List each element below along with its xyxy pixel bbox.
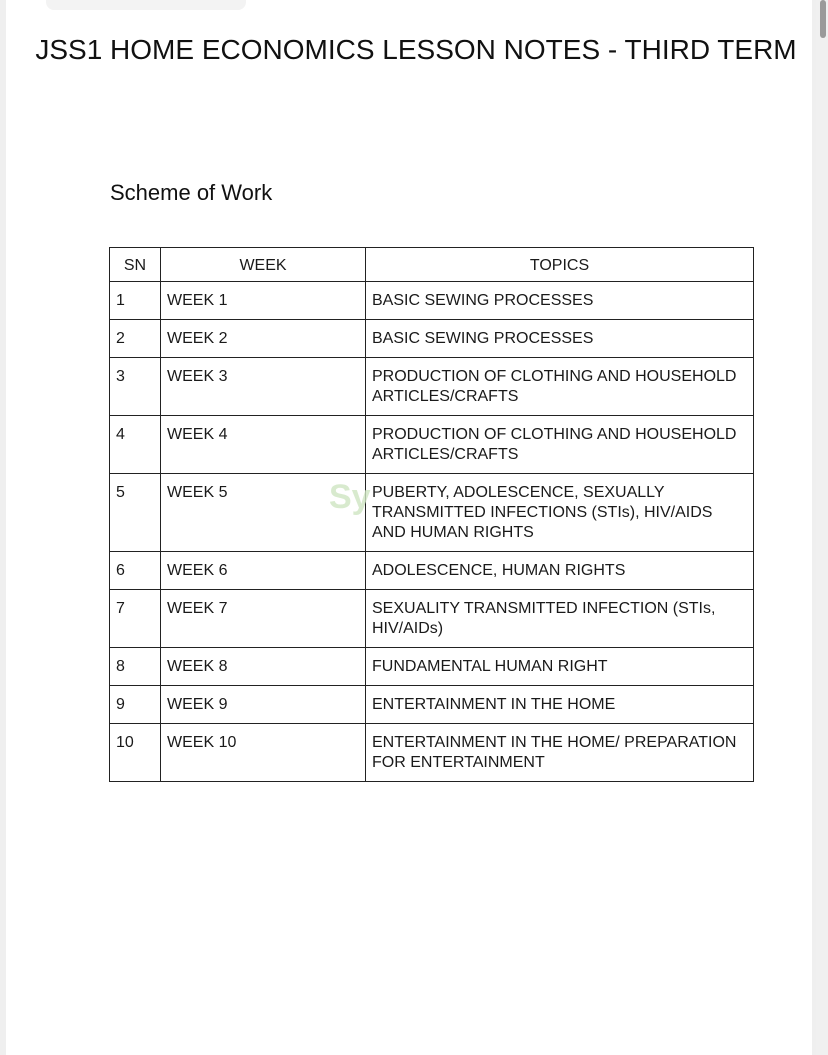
table-row xyxy=(110,320,754,358)
table-row xyxy=(110,648,754,686)
table-header-row xyxy=(110,248,754,282)
cell-sn: 7 xyxy=(110,590,161,648)
document-page xyxy=(6,0,812,1055)
cell-week: WEEK 9 xyxy=(161,686,366,724)
table-row xyxy=(110,282,754,320)
table-row xyxy=(110,358,754,416)
vertical-scrollbar[interactable] xyxy=(816,0,828,1055)
scheme-of-work-table xyxy=(109,247,754,782)
cell-sn: 9 xyxy=(110,686,161,724)
cell-topic: BASIC SEWING PROCESSES xyxy=(366,282,754,320)
cell-topic: ENTERTAINMENT IN THE HOME/ PREPARATION FOR ENTERTAINMENT xyxy=(366,724,754,782)
cell-sn: 2 xyxy=(110,320,161,358)
table-row xyxy=(110,724,754,782)
cell-week: WEEK 7 xyxy=(161,590,366,648)
cell-week: WEEK 8 xyxy=(161,648,366,686)
cell-topic: PRODUCTION OF CLOTHING AND HOUSEHOLD ARTICLES/CRAFTS xyxy=(366,358,754,416)
cell-week: WEEK 6 xyxy=(161,552,366,590)
header-topics: TOPICS xyxy=(366,248,754,282)
table-row xyxy=(110,552,754,590)
top-tab-bar xyxy=(46,0,246,10)
cell-week: WEEK 3 xyxy=(161,358,366,416)
table-row xyxy=(110,474,754,552)
cell-week: WEEK 1 xyxy=(161,282,366,320)
cell-topic: SEXUALITY TRANSMITTED INFECTION (STIs, HIV/AIDs) xyxy=(366,590,754,648)
table-row xyxy=(110,590,754,648)
cell-sn: 8 xyxy=(110,648,161,686)
cell-topic: BASIC SEWING PROCESSES xyxy=(366,320,754,358)
cell-topic: PUBERTY, ADOLESCENCE, SEXUALLY TRANSMITTED INFECTIONS (STIs), HIV/AIDS AND HUMAN RIGHTS xyxy=(366,474,754,552)
section-heading: Scheme of Work xyxy=(110,180,273,205)
cell-week: WEEK 4 xyxy=(161,416,366,474)
header-week: WEEK xyxy=(161,248,366,282)
cell-week: WEEK 2 xyxy=(161,320,366,358)
cell-sn: 3 xyxy=(110,358,161,416)
cell-week: WEEK 5 xyxy=(161,474,366,552)
cell-topic: PRODUCTION OF CLOTHING AND HOUSEHOLD ARTICLES/CRAFTS xyxy=(366,416,754,474)
cell-sn: 1 xyxy=(110,282,161,320)
table-row xyxy=(110,686,754,724)
cell-week: WEEK 10 xyxy=(161,724,366,782)
cell-topic: FUNDAMENTAL HUMAN RIGHT xyxy=(366,648,754,686)
page-title: JSS1 HOME ECONOMICS LESSON NOTES - THIRD TERM xyxy=(35,34,797,65)
header-sn: SN xyxy=(110,248,161,282)
cell-sn: 5 xyxy=(110,474,161,552)
watermark-logo: Sy xyxy=(329,478,371,516)
cell-sn: 6 xyxy=(110,552,161,590)
cell-topic: ENTERTAINMENT IN THE HOME xyxy=(366,686,754,724)
cell-topic: ADOLESCENCE, HUMAN RIGHTS xyxy=(366,552,754,590)
table-row xyxy=(110,416,754,474)
cell-sn: 10 xyxy=(110,724,161,782)
cell-sn: 4 xyxy=(110,416,161,474)
scrollbar-thumb[interactable] xyxy=(820,0,826,38)
